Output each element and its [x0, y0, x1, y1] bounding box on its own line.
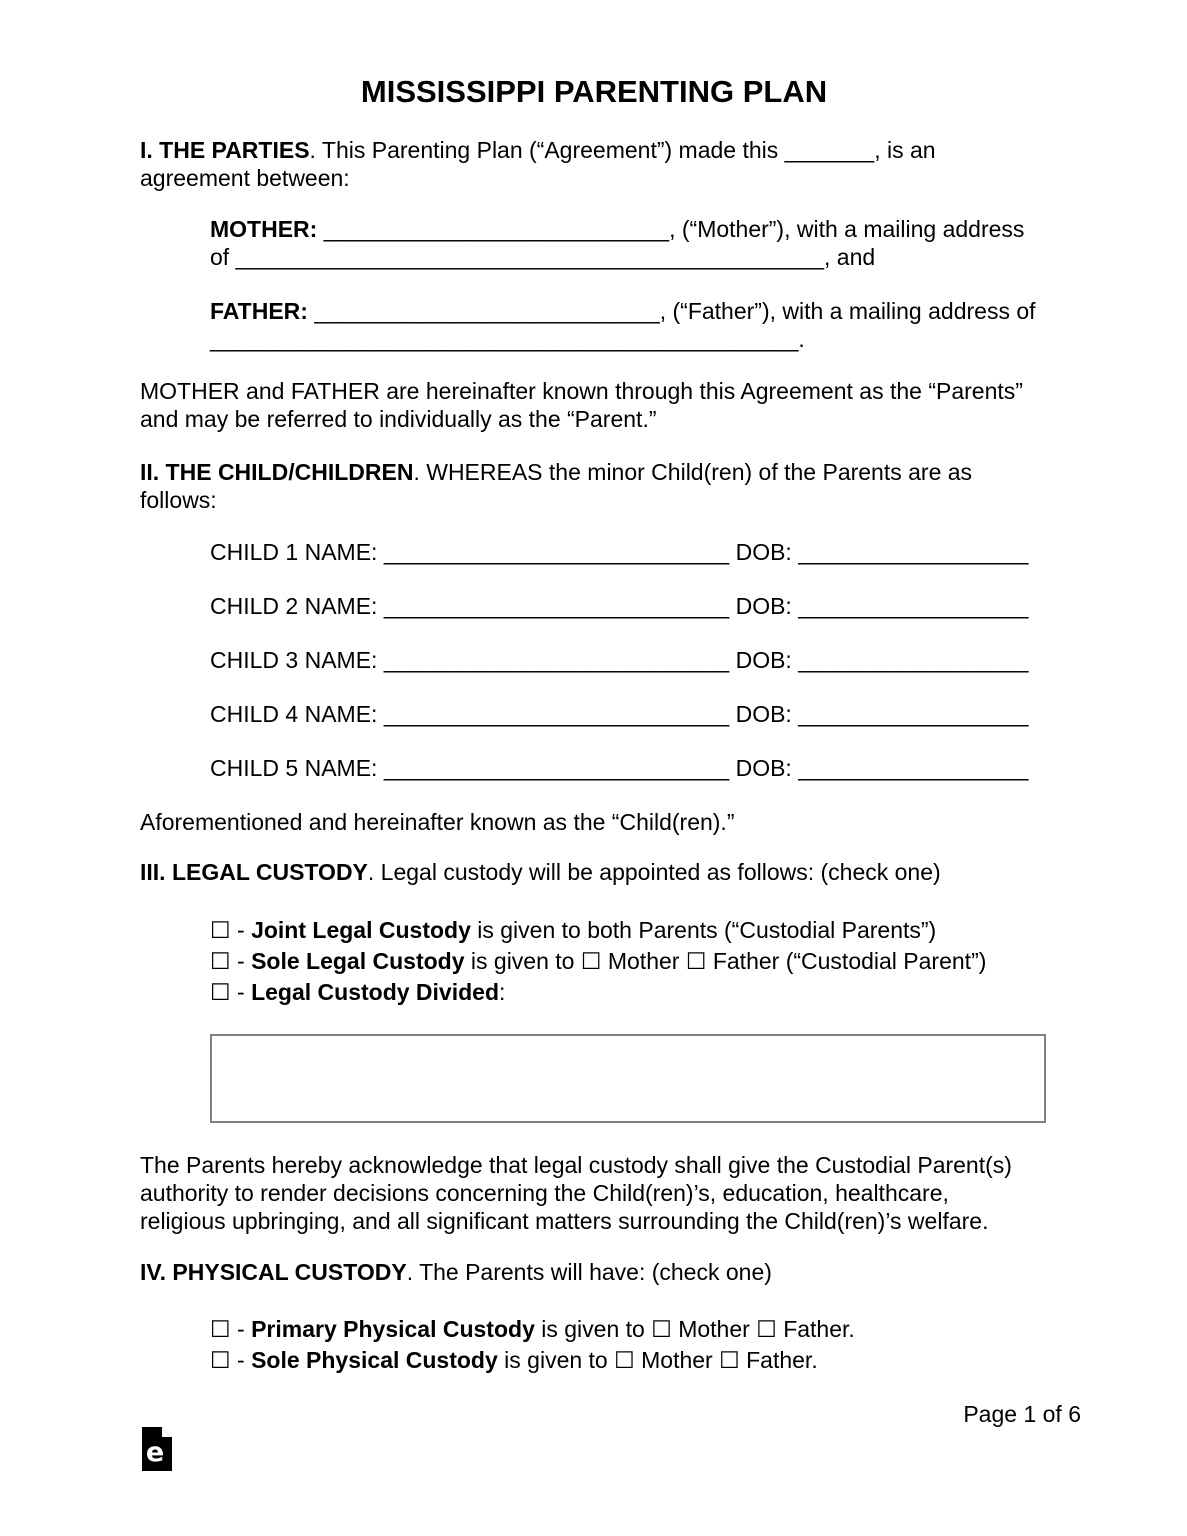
eforms-logo-icon	[142, 1427, 172, 1471]
option-joint-legal-label: Joint Legal Custody	[251, 917, 471, 943]
parents-definition-paragraph	[140, 377, 1048, 433]
child-2-name-blank[interactable]: ___________________________	[377, 593, 730, 619]
section-ii-children	[140, 458, 1048, 514]
option-legal-custody-divided[interactable]	[210, 977, 1050, 1008]
section-iii-legal-custody	[140, 858, 1048, 886]
section-iv-physical-custody	[140, 1258, 1048, 1286]
section-ii-heading: II. THE CHILD/CHILDREN	[140, 459, 414, 485]
custody-paragraph-line2: authority to render decisions concerning the Child(ren)’s, education, healthcare,	[140, 1180, 949, 1206]
child-4-name-blank[interactable]: ___________________________	[377, 701, 730, 727]
legal-custody-options	[210, 915, 1050, 1008]
mother-label: MOTHER:	[210, 216, 318, 242]
option-primary-physical-text: is given to ☐ Mother ☐ Father.	[534, 1316, 855, 1342]
option-joint-legal-text: is given to both Parents (“Custodial Parents”)	[470, 917, 937, 943]
option-sole-physical-label: Sole Physical Custody	[251, 1347, 498, 1373]
child-5-name-blank[interactable]: ___________________________	[377, 755, 730, 781]
father-line2-post: .	[798, 326, 805, 352]
child-2-row	[210, 592, 1050, 620]
father-name-blank[interactable]: ___________________________	[307, 298, 660, 324]
section-iv-heading: IV. PHYSICAL CUSTODY	[140, 1259, 407, 1285]
child-2-name-label: CHILD 2 NAME:	[210, 593, 378, 619]
child-1-dob-blank[interactable]: __________________	[791, 539, 1029, 565]
child-2-dob-blank[interactable]: __________________	[791, 593, 1029, 619]
checkbox-sole-physical-icon[interactable]: ☐	[210, 1347, 231, 1373]
section-i-heading: I. THE PARTIES	[140, 137, 310, 163]
legal-custody-divided-writein-box[interactable]	[210, 1034, 1046, 1123]
section-iii-text: . Legal custody will be appointed as follows: (check one)	[367, 859, 941, 885]
child-5-name-label: CHILD 5 NAME:	[210, 755, 378, 781]
section-ii-line1	[140, 458, 1048, 486]
mother-line2	[210, 243, 1050, 271]
child-2-dob-label: DOB:	[729, 593, 792, 619]
mother-address-blank[interactable]: ______________________________________________	[235, 244, 824, 270]
section-i-parties	[140, 136, 1048, 192]
father-line1	[210, 297, 1050, 325]
option-sole-legal-custody[interactable]	[210, 946, 1050, 977]
section-iii-heading: III. LEGAL CUSTODY	[140, 859, 368, 885]
option-separator: -	[230, 917, 252, 943]
child-3-row	[210, 646, 1050, 674]
option-sole-legal-text: is given to ☐ Mother ☐ Father (“Custodial Parent”)	[464, 948, 987, 974]
father-block	[210, 297, 1050, 353]
section-i-line2: agreement between:	[140, 165, 350, 191]
custody-paragraph-line1: The Parents hereby acknowledge that legal custody shall give the Custodial Parent(s)	[140, 1152, 1012, 1178]
page-title: MISSISSIPPI PARENTING PLAN	[360, 74, 828, 109]
child-1-name-blank[interactable]: ___________________________	[377, 539, 730, 565]
option-sole-legal-label: Sole Legal Custody	[251, 948, 465, 974]
option-sole-physical-custody[interactable]	[210, 1345, 1050, 1376]
section-i-text: . This Parenting Plan (“Agreement”) made this _______, is an	[309, 137, 936, 163]
checkbox-custody-divided-icon[interactable]: ☐	[210, 979, 231, 1005]
parents-paragraph-line2: and may be referred to individually as the “Parent.”	[140, 406, 657, 432]
physical-custody-options	[210, 1314, 1050, 1376]
custody-paragraph-line3: religious upbringing, and all significant matters surrounding the Child(ren)’s welfare.	[140, 1208, 989, 1234]
aforementioned-line: Aforementioned and hereinafter known as the “Child(ren).”	[140, 809, 735, 835]
checkbox-primary-physical-icon[interactable]: ☐	[210, 1316, 231, 1342]
child-4-dob-label: DOB:	[729, 701, 792, 727]
child-5-dob-label: DOB:	[729, 755, 792, 781]
option-separator: -	[230, 948, 252, 974]
child-3-dob-blank[interactable]: __________________	[791, 647, 1029, 673]
parents-paragraph-line1: MOTHER and FATHER are hereinafter known through this Agreement as the “Parents”	[140, 378, 1023, 404]
option-sole-physical-text: is given to ☐ Mother ☐ Father.	[497, 1347, 818, 1373]
custody-acknowledgement-paragraph	[140, 1151, 1048, 1235]
father-line1-text: , (“Father”), with a mailing address of	[659, 298, 1036, 324]
child-1-name-label: CHILD 1 NAME:	[210, 539, 378, 565]
section-iv-text: . The Parents will have: (check one)	[406, 1259, 772, 1285]
child-4-dob-blank[interactable]: __________________	[791, 701, 1029, 727]
section-ii-line2: follows:	[140, 487, 217, 513]
child-3-name-blank[interactable]: ___________________________	[377, 647, 730, 673]
child-5-row	[210, 754, 1050, 782]
child-5-dob-blank[interactable]: __________________	[791, 755, 1029, 781]
section-i-line1	[140, 136, 1048, 164]
option-separator: -	[230, 1316, 252, 1342]
father-line2	[210, 325, 1050, 353]
section-ii-text: . WHEREAS the minor Child(ren) of the Parents are as	[413, 459, 973, 485]
option-separator: -	[230, 979, 252, 1005]
mother-line2-post: , and	[824, 244, 876, 270]
option-custody-divided-label: Legal Custody Divided	[251, 979, 500, 1005]
mother-line2-pre: of	[210, 244, 236, 270]
eforms-logo-letter: e	[145, 1437, 165, 1468]
child-4-name-label: CHILD 4 NAME:	[210, 701, 378, 727]
child-3-name-label: CHILD 3 NAME:	[210, 647, 378, 673]
child-1-row	[210, 538, 1050, 566]
option-primary-physical-custody[interactable]	[210, 1314, 1050, 1345]
mother-name-blank[interactable]: ___________________________	[317, 216, 670, 242]
option-separator: -	[230, 1347, 252, 1373]
checkbox-joint-legal-icon[interactable]: ☐	[210, 917, 231, 943]
checkbox-sole-legal-icon[interactable]: ☐	[210, 948, 231, 974]
father-label: FATHER:	[210, 298, 308, 324]
child-1-dob-label: DOB:	[729, 539, 792, 565]
mother-line1	[210, 215, 1050, 243]
mother-line1-text: , (“Mother”), with a mailing address	[669, 216, 1025, 242]
option-primary-physical-label: Primary Physical Custody	[251, 1316, 535, 1342]
option-custody-divided-text: :	[499, 979, 506, 1005]
page-number: Page 1 of 6	[963, 1401, 1081, 1427]
child-3-dob-label: DOB:	[729, 647, 792, 673]
father-address-blank[interactable]: ______________________________________________	[210, 326, 799, 352]
child-4-row	[210, 700, 1050, 728]
option-joint-legal-custody[interactable]	[210, 915, 1050, 946]
mother-block	[210, 215, 1050, 271]
